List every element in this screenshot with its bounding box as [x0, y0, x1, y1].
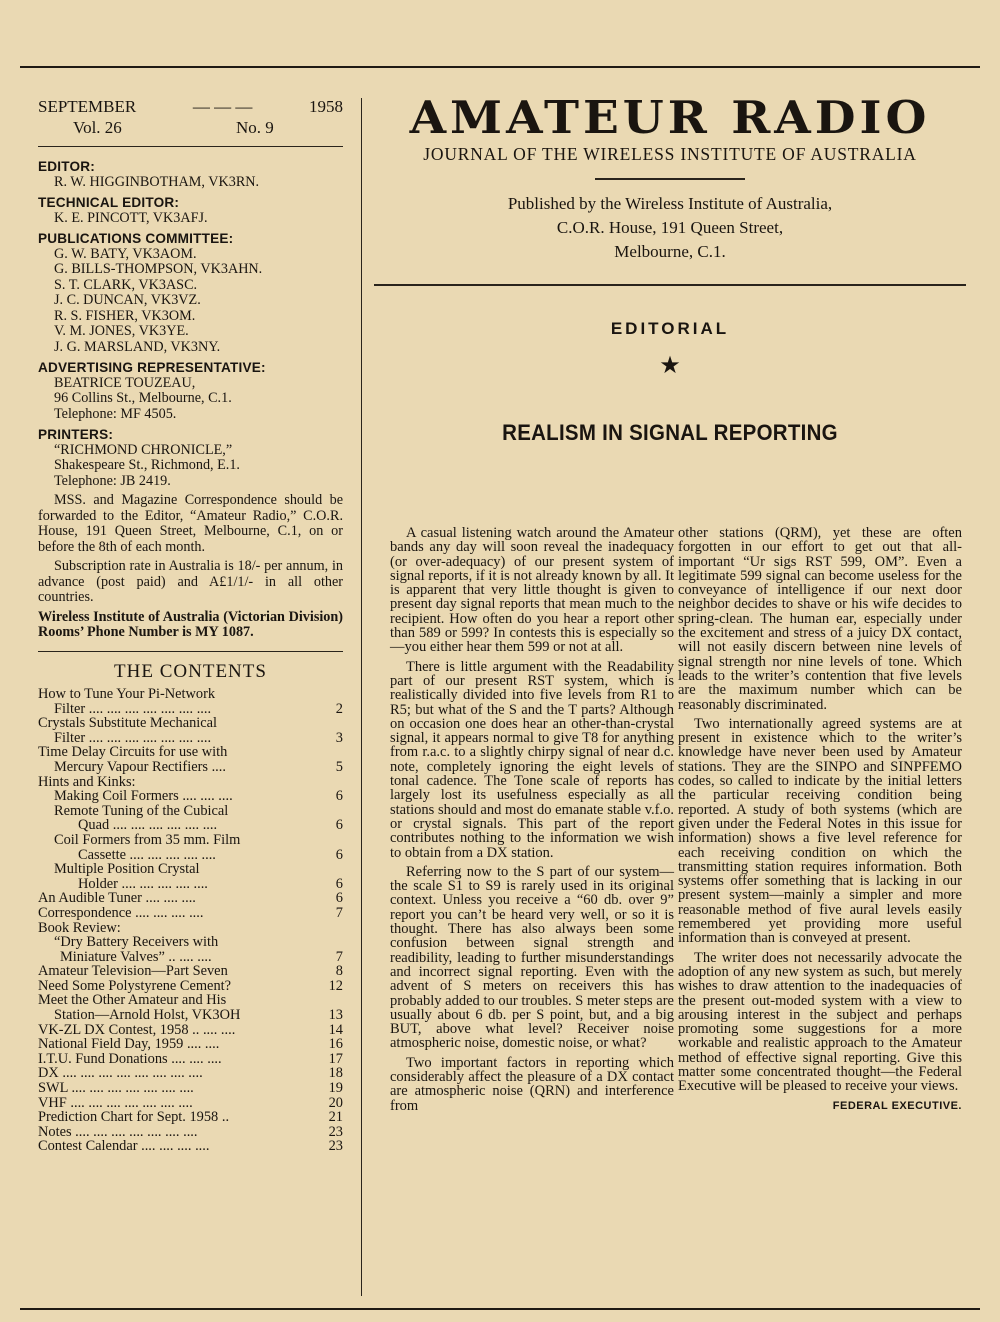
advert-line: BEATRICE TOUZEAU,	[54, 374, 196, 391]
contents-item-title: How to Tune Your Pi-Network	[38, 686, 216, 702]
contents-item-title: Cassette .... .... .... .... ....	[78, 846, 216, 863]
contents-item-title: National Field Day, 1959 .... ....	[38, 1036, 220, 1053]
contents-item	[38, 862, 343, 877]
page-frame	[20, 66, 980, 1310]
issue-year: 1958	[309, 97, 343, 116]
contents-item	[38, 702, 343, 717]
contents-item-title: Filter .... .... .... .... .... .... ....	[54, 729, 212, 746]
advert-line: Telephone: MF 4505.	[54, 405, 177, 422]
main-column	[370, 92, 970, 1114]
phone-note: Wireless Institute of Australia (Victorian Division) Rooms’ Phone Number is MY 1087.	[38, 608, 343, 640]
editorial-column-2	[678, 526, 962, 1118]
contents-item-title: Quad .... .... .... .... .... ....	[78, 817, 218, 834]
editorial-headline: REALISM IN SIGNAL REPORTING	[502, 420, 838, 445]
contents-item-title: An Audible Tuner .... .... ....	[38, 890, 196, 907]
advertising-contact	[38, 376, 343, 423]
divider	[374, 284, 966, 286]
issue-month: SEPTEMBER	[38, 97, 137, 116]
contents-item-title: Filter .... .... .... .... .... .... ....	[54, 700, 212, 717]
contents-item	[38, 891, 343, 906]
contents-item-page: 5	[335, 758, 343, 775]
contents-item-title: Coil Formers from 35 mm. Film	[54, 831, 241, 848]
paragraph: Referring now to the S part of our system—the scale S1 to S9 is rarely used in its original context. Unless you receive a “60 db. over 9” report you can’t be heard very well, or so it is thought. There has also always been some confusion between signal strength and readibility, leading to further misunderstandings and incorrect signal reporting. Even with the advent of S meters on receivers this has probably added to our troubles. S meter steps are usually about 6 db. per S point, but, and a big BUT, above what level? Receiver noise atmospheric noise, domestic noise, or what?	[390, 863, 674, 1052]
contents-item-page: 21	[328, 1109, 343, 1126]
contents-item-title: Remote Tuning of the Cubical	[54, 802, 229, 819]
publisher-line: Melbourne, C.1.	[614, 242, 726, 261]
contents-item	[38, 1008, 343, 1023]
contents-item	[38, 833, 343, 848]
divider	[38, 651, 343, 652]
committee-heading: PUBLICATIONS COMMITTEE:	[38, 231, 234, 246]
editorial-column-1	[390, 526, 674, 1118]
contents-item-title: I.T.U. Fund Donations .... .... ....	[38, 1050, 222, 1067]
column-divider	[361, 98, 362, 1296]
contents-item	[38, 687, 343, 702]
contents-item-page: 23	[328, 1138, 343, 1155]
contents-item-title: Book Review:	[38, 919, 121, 936]
contents-item	[38, 716, 343, 731]
contents-item-title: VHF .... .... .... .... .... .... ....	[38, 1094, 193, 1111]
contents-item-title: Prediction Chart for Sept. 1958 ..	[38, 1109, 230, 1126]
contents-item	[38, 1037, 343, 1052]
contents-item-page: 23	[328, 1123, 343, 1140]
contents-item-page: 12	[328, 977, 343, 994]
contents-item-title: Station—Arnold Holst, VK3OH	[54, 1007, 241, 1024]
paragraph: Two important factors in reporting which considerably affect the pleasure of a DX contact are atmospheric noise (QRN) and interference from	[390, 1054, 674, 1114]
contents-item-page: 20	[328, 1094, 343, 1111]
contents-item-page: 6	[335, 788, 343, 805]
magazine-title: AMATEUR RADIO	[409, 92, 931, 145]
contents-item-page: 7	[335, 948, 343, 965]
contents-item	[38, 804, 343, 819]
editorial-body	[390, 526, 962, 1118]
committee-list	[38, 247, 343, 356]
contents-item-page: 6	[335, 817, 343, 834]
committee-member: J. G. MARSLAND, VK3NY.	[54, 338, 221, 355]
publisher-info	[370, 192, 970, 264]
printer-line: “RICHMOND CHRONICLE,”	[54, 441, 233, 458]
signature: FEDERAL EXECUTIVE.	[832, 1099, 962, 1112]
committee-member: R. S. FISHER, VK3OM.	[54, 307, 196, 324]
contents-item-page: 3	[335, 729, 343, 746]
contents-item-title: DX .... .... .... .... .... .... .... ....	[38, 1065, 203, 1082]
contents-item	[38, 921, 343, 936]
number: No. 9	[236, 118, 274, 137]
contents-item	[38, 1052, 343, 1067]
contents-item-page: 13	[328, 1007, 343, 1024]
contents-item	[38, 877, 343, 892]
contents-item-title: Meet the Other Amateur and His	[38, 992, 227, 1009]
contents-item-page: 2	[335, 700, 343, 717]
issue-date	[38, 96, 343, 117]
contents-item-page: 6	[335, 846, 343, 863]
contents-item-title: Miniature Valves” .. .... ....	[60, 948, 212, 965]
paragraph: The writer does not necessarily advocate the adoption of any new system as such, but merely wishes to draw attention to the inadequacies of the present out-moded system with a view to arousing interest in the subject and perhaps promoting some suggestions for a more workable and realistic approach to the Amateur method of effective signal reporting. Give this matter some concentrated thought—the Federal Executive will be pleased to receive your views.	[678, 949, 962, 1095]
contents-item	[38, 745, 343, 760]
printer-line: Telephone: JB 2419.	[54, 472, 171, 489]
contents-item-title: Holder .... .... .... .... ....	[78, 875, 208, 892]
contents-item	[38, 1110, 343, 1125]
mss-note: MSS. and Magazine Correspondence should be forwarded to the Editor, “Amateur Radio,” C.O.R. House, 191 Queen Street, Melbourne, C.1, on or before the 8th of each month.	[38, 492, 343, 555]
advert-line: 96 Collins St., Melbourne, C.1.	[54, 390, 232, 406]
editor-heading: EDITOR:	[38, 159, 96, 174]
paragraph: Two internationally agreed systems are at present in existence which to the writer’s knowledge have never been used by Amateur stations. They are the SINPO and SINPFEMO codes, so called to indicate by the initial letters the particular receiving condition being reported. A study of both systems (which are given under the Federal Notes in this issue for information) shows a five level reference for each receiving condition on which the transmitting station requires information. Both systems offer something that is lacking in our present system—mainly a simpler and more reasonable method of five aural levels easily remembered yet providing more useful information than is conveyed at present.	[678, 715, 962, 947]
contents-item-title: Amateur Television—Part Seven	[38, 963, 228, 980]
contents-item-title: Mercury Vapour Rectifiers ....	[54, 758, 226, 775]
contents-item	[38, 775, 343, 790]
contents-item	[38, 1066, 343, 1081]
divider	[38, 146, 343, 147]
publisher-line: C.O.R. House, 191 Queen Street,	[556, 218, 784, 237]
contents-item	[38, 906, 343, 921]
publisher-line: Published by the Wireless Institute of Australia,	[507, 194, 833, 213]
contents-item	[38, 950, 343, 965]
editor-name: R. W. HIGGINBOTHAM, VK3RN.	[54, 173, 260, 190]
contents-item-title: Time Delay Circuits for use with	[38, 744, 228, 761]
tech-editor-heading: TECHNICAL EDITOR:	[38, 195, 180, 210]
contents-item	[38, 993, 343, 1008]
contents-item-title: SWL .... .... .... .... .... .... ....	[38, 1080, 194, 1097]
committee-member: S. T. CLARK, VK3ASC.	[54, 276, 198, 293]
paragraph: There is little argument with the Readability part of our present RST system, which is realistically divided into five levels from R1 to R5; but what of the S and the T parts? Although on occasion one does hear an other-than-crystal signal, it appears normal to give T8 for anything from r.a.c. to a slightly chirpy signal of near d.c. note, completely ignoring the eight levels of tonal cadence. The Tone scale of reports has largely lost its usefulness especially as all stations should and most do emanate stable v.f.o. or crystal signals. This part of the report contributes nothing to the information we wish to obtain from a DX station.	[390, 658, 674, 861]
volume: Vol. 26	[73, 118, 122, 137]
advertising-heading: ADVERTISING REPRESENTATIVE:	[38, 360, 266, 375]
contents-list	[38, 687, 343, 1154]
contents-item	[38, 789, 343, 804]
contents-item	[38, 1139, 343, 1154]
contents-item	[38, 1125, 343, 1140]
contents-item-page: 6	[335, 875, 343, 892]
printers-heading: PRINTERS:	[38, 427, 114, 442]
contents-title: THE CONTENTS	[114, 660, 267, 682]
contents-item-page: 19	[328, 1080, 343, 1097]
tech-editor-name: K. E. PINCOTT, VK3AFJ.	[54, 209, 208, 226]
contents-item	[38, 818, 343, 833]
contents-item	[38, 1096, 343, 1111]
divider	[595, 178, 745, 180]
paragraph: other stations (QRM), yet these are often forgotten in our effort to get out that all-important “Ur sigs RST 599, OM”. Even a legitimate 599 signal can become useless for the conveyance of intelligence if our next door neighbor decides to shave or his wife decides to spring-clean. The human ear, especially under the excitement and stress of a juicy DX contact, will not easily discern between nine levels of signal strength nor nine levels of tone. Which leads to the writer’s contention that five levels are the maximum number which can be reasonably discriminated.	[678, 525, 962, 713]
subscription-note: Subscription rate in Australia is 18/- per annum, in advance (post paid) and A£1/1/- in all other countries.	[38, 558, 343, 605]
contents-item-title: Multiple Position Crystal	[54, 861, 200, 878]
contents-item	[38, 1081, 343, 1096]
contents-item-page: 14	[328, 1021, 343, 1038]
contents-item-page: 17	[328, 1050, 343, 1067]
magazine-subtitle: JOURNAL OF THE WIRELESS INSTITUTE OF AUSTRALIA	[423, 144, 917, 164]
contents-item	[38, 979, 343, 994]
committee-member: J. C. DUNCAN, VK3VZ.	[54, 292, 201, 308]
printer-line: Shakespeare St., Richmond, E.1.	[54, 457, 240, 473]
contents-item-title: Need Some Polystyrene Cement?	[38, 977, 232, 994]
contents-item	[38, 848, 343, 863]
contents-item-page: 16	[328, 1036, 343, 1053]
contents-item	[38, 964, 343, 979]
contents-item-title: Correspondence .... .... .... ....	[38, 904, 204, 921]
contents-item-page: 18	[328, 1065, 343, 1082]
contents-item-title: VK-ZL DX Contest, 1958 .. .... ....	[38, 1021, 236, 1038]
star-icon: ★	[659, 353, 681, 379]
issue-dashes: — — —	[192, 97, 253, 116]
contents-item	[38, 935, 343, 950]
paragraph: A casual listening watch around the Amateur bands any day will soon reveal the inadequacy (or over-adequacy) of our present system of signal reports, if it is not already known by all. It is apparent that very little thought is given to present day signal reports that mean much to the recipient. How often do you hear a report other than 589 or 599? In contests this is especially so—you either hear them 599 or not at all.	[390, 525, 674, 656]
contents-item-title: Making Coil Formers .... .... ....	[54, 788, 233, 805]
committee-member: G. W. BATY, VK3AOM.	[54, 245, 197, 262]
contents-item-title: Notes .... .... .... .... .... .... ....	[38, 1123, 198, 1140]
printers-contact	[38, 443, 343, 490]
contents-item-title: “Dry Battery Receivers with	[54, 934, 219, 951]
editorial-label: EDITORIAL	[610, 319, 730, 338]
contents-item	[38, 1023, 343, 1038]
contents-item-page: 8	[335, 963, 343, 980]
masthead-sidebar	[38, 96, 343, 1154]
volume-number	[38, 117, 343, 138]
contents-item-title: Hints and Kinks:	[38, 773, 136, 790]
contents-item	[38, 731, 343, 746]
contents-item	[38, 760, 343, 775]
committee-member: G. BILLS-THOMPSON, VK3AHN.	[54, 261, 263, 277]
committee-member: V. M. JONES, VK3YE.	[54, 323, 189, 339]
contents-item-title: Crystals Substitute Mechanical	[38, 715, 218, 732]
contents-item-title: Contest Calendar .... .... .... ....	[38, 1138, 210, 1155]
contents-item-page: 7	[335, 904, 343, 921]
contents-item-page: 6	[335, 890, 343, 907]
